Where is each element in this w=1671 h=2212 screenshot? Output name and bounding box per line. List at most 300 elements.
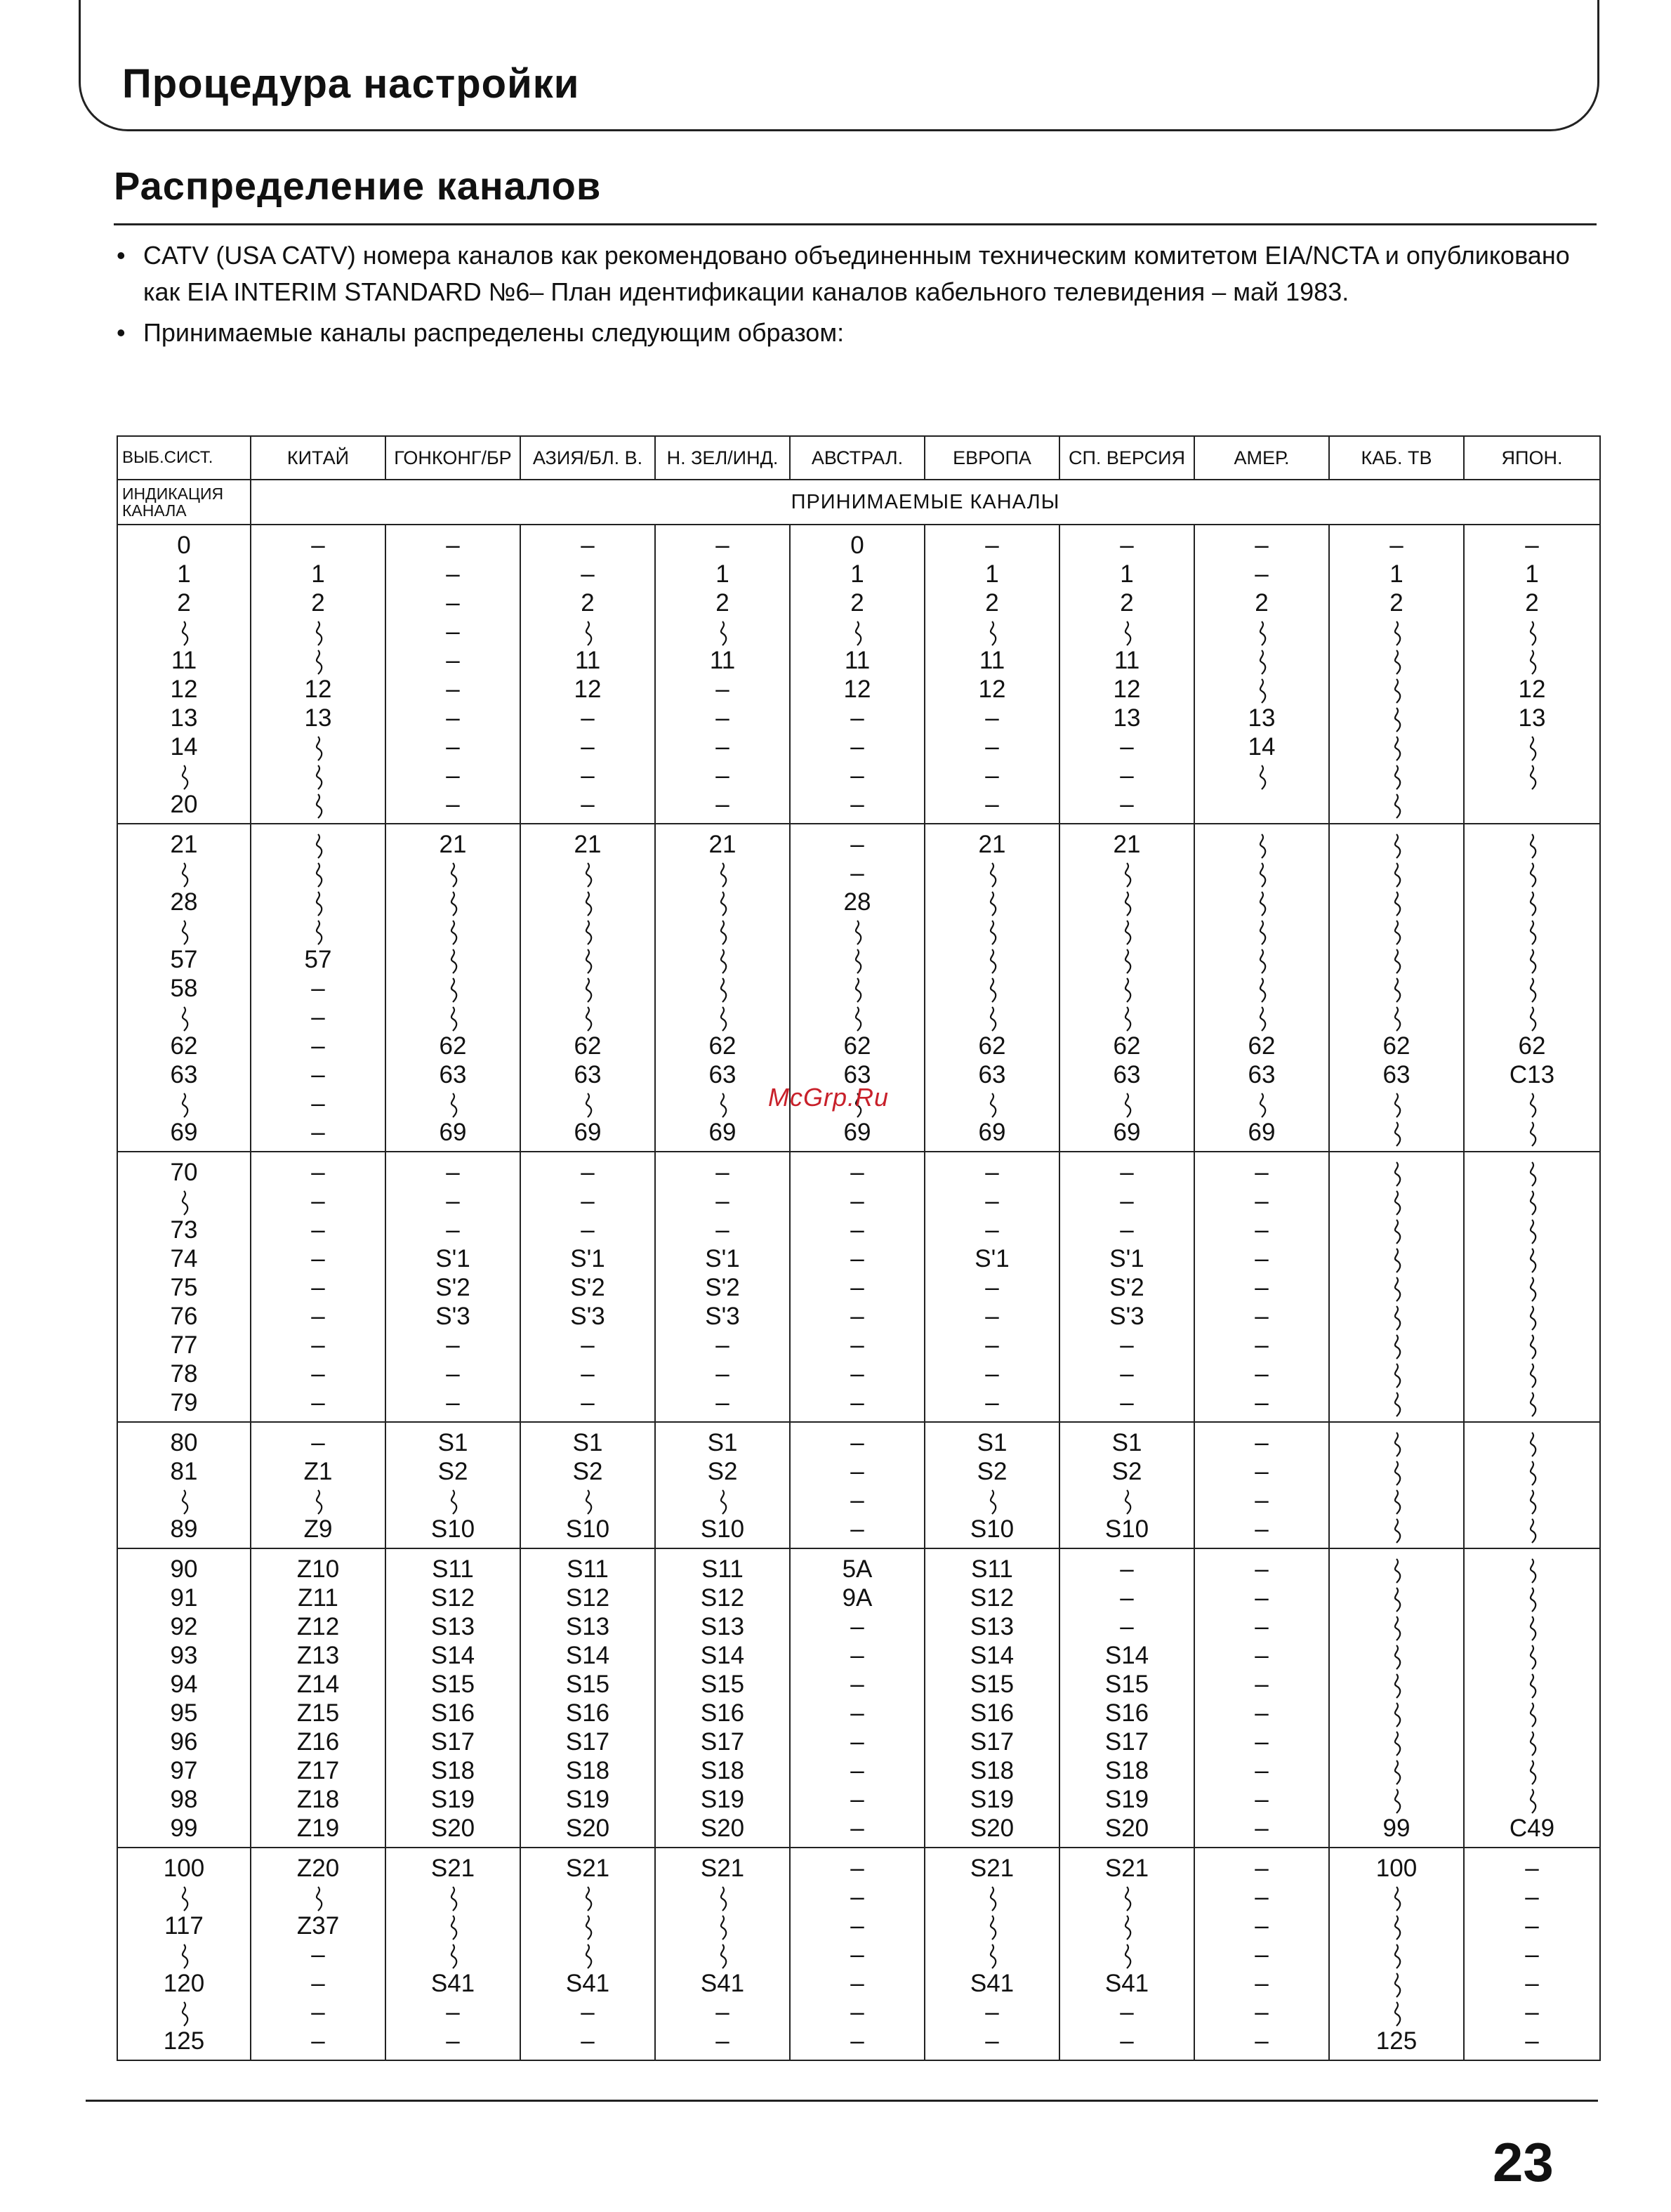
wavy-range-icon: [582, 1944, 593, 1969]
channel-cell: [655, 525, 790, 824]
channel-value: S20: [430, 1815, 475, 1842]
range-continuation: [1256, 888, 1267, 916]
range-continuation: [1526, 1273, 1538, 1302]
range-continuation: [1256, 916, 1267, 945]
wavy-range-icon: [1391, 1645, 1402, 1670]
wavy-range-icon: [1391, 834, 1402, 859]
range-continuation: [1526, 1244, 1538, 1273]
wavy-range-icon: [986, 1944, 998, 1969]
channel-value: –: [1255, 1584, 1269, 1612]
channel-value: S19: [700, 1786, 745, 1813]
channel-value: –: [581, 704, 595, 732]
wavy-range-icon: [1526, 1363, 1538, 1388]
wavy-range-icon: [1526, 1616, 1538, 1641]
channel-value: –: [715, 676, 729, 703]
wavy-range-icon: [1121, 891, 1132, 916]
channel-value: –: [1525, 1970, 1539, 1997]
channel-value: S'1: [570, 1245, 605, 1272]
channel-value: Z15: [296, 1699, 340, 1727]
channel-value: –: [1525, 1999, 1539, 2026]
channel-value: 63: [978, 1061, 1006, 1088]
range-continuation: [312, 830, 324, 859]
channel-value: S17: [430, 1728, 475, 1756]
channel-cell: [925, 824, 1059, 1152]
channel-value: 11: [709, 647, 736, 674]
channel-value: –: [1120, 1613, 1134, 1640]
wavy-range-icon: [1526, 834, 1538, 859]
wavy-range-icon: [1256, 621, 1267, 646]
channel-value: S16: [565, 1699, 610, 1727]
wavy-range-icon: [312, 794, 324, 819]
range-continuation: [312, 859, 324, 888]
channel-cell: [655, 1848, 790, 2060]
channel-value: 75: [170, 1274, 198, 1301]
range-continuation: [582, 945, 593, 974]
channel-value: Z14: [296, 1671, 340, 1698]
wavy-range-icon: [447, 1944, 458, 1969]
channel-value: –: [311, 1389, 325, 1416]
channel-value: 62: [978, 1032, 1006, 1060]
channel-cell: [1059, 525, 1194, 824]
channel-value: –: [581, 733, 595, 761]
wavy-range-icon: [1121, 1006, 1132, 1032]
channel-value: 79: [170, 1389, 198, 1416]
wavy-range-icon: [1526, 1006, 1538, 1032]
wavy-range-icon: [1391, 1616, 1402, 1641]
channel-value: –: [850, 1815, 864, 1842]
range-continuation: [1391, 1118, 1402, 1147]
channel-value: –: [850, 1883, 864, 1911]
channel-value: 125: [163, 2027, 205, 2055]
indication-header-row: [117, 480, 1600, 525]
channel-value: –: [311, 1999, 325, 2026]
channel-value: –: [850, 1515, 864, 1543]
range-continuation: [1526, 1727, 1538, 1756]
range-continuation: [852, 945, 863, 974]
channel-value: –: [715, 1187, 729, 1215]
range-continuation: [717, 617, 728, 646]
channel-value: –: [850, 1187, 864, 1215]
channel-value: 69: [1248, 1119, 1276, 1146]
range-continuation: [1526, 974, 1538, 1003]
channel-cell: [251, 525, 385, 824]
wavy-range-icon: [717, 862, 728, 888]
channel-value: –: [311, 975, 325, 1002]
wavy-range-icon: [178, 1093, 190, 1118]
channel-value: 12: [304, 676, 332, 703]
wavy-range-icon: [986, 1886, 998, 1911]
channel-value: –: [581, 1999, 595, 2026]
channel-value: 62: [574, 1032, 602, 1060]
channel-value: S1: [437, 1429, 468, 1456]
wavy-range-icon: [1256, 834, 1267, 859]
channel-value: –: [446, 1331, 460, 1359]
wavy-range-icon: [1121, 862, 1132, 888]
channel-value: –: [1120, 532, 1134, 559]
channel-value: Z10: [296, 1555, 340, 1583]
channel-value: S'3: [435, 1303, 470, 1330]
range-continuation: [447, 1883, 458, 1911]
wavy-range-icon: [717, 1915, 728, 1940]
wavy-range-icon: [1526, 1702, 1538, 1727]
channel-value: –: [581, 1159, 595, 1186]
channel-value: 97: [170, 1757, 198, 1784]
wavy-range-icon: [582, 1006, 593, 1032]
channel-value: 11: [979, 647, 1005, 674]
channel-cell: [1059, 1422, 1194, 1548]
channel-value: –: [1255, 1159, 1269, 1186]
channel-value: –: [1255, 1216, 1269, 1244]
channel-value: 1: [1120, 560, 1134, 588]
channel-value: –: [1120, 1216, 1134, 1244]
channel-value: –: [1255, 1970, 1269, 1997]
wavy-range-icon: [312, 862, 324, 888]
channel-value: 117: [164, 1912, 204, 1940]
channel-value: –: [1255, 1671, 1269, 1698]
channel-value: Z11: [298, 1584, 338, 1612]
channel-value: –: [985, 1331, 999, 1359]
channel-value: –: [1255, 1883, 1269, 1911]
channel-value: –: [1120, 1159, 1134, 1186]
range-continuation: [312, 888, 324, 916]
wavy-range-icon: [986, 1006, 998, 1032]
channel-value: 63: [1248, 1061, 1276, 1088]
channel-value: –: [311, 1245, 325, 1272]
channel-value: 62: [708, 1032, 737, 1060]
channel-value: –: [446, 2027, 460, 2055]
wavy-range-icon: [1256, 678, 1267, 704]
channel-value: –: [311, 1303, 325, 1330]
channel-value: –: [581, 791, 595, 818]
range-continuation: [1391, 1331, 1402, 1360]
wavy-range-icon: [1256, 862, 1267, 888]
channel-value: –: [850, 1487, 864, 1514]
channel-value: 62: [1518, 1032, 1546, 1060]
channel-group-row: [117, 1422, 1600, 1548]
wavy-range-icon: [1391, 1093, 1402, 1118]
range-continuation: [447, 916, 458, 945]
channel-value: 1: [715, 560, 729, 588]
channel-value: –: [446, 1159, 460, 1186]
range-continuation: [986, 1003, 998, 1032]
channel-value: 1: [1525, 560, 1539, 588]
range-continuation: [1256, 646, 1267, 675]
channel-value: 69: [439, 1119, 467, 1146]
channel-value: 63: [439, 1061, 467, 1088]
channel-value: 70: [170, 1159, 198, 1186]
range-continuation: [447, 1486, 458, 1515]
wavy-range-icon: [312, 834, 324, 859]
range-continuation: [582, 888, 593, 916]
channel-value: –: [311, 1216, 325, 1244]
wavy-range-icon: [1121, 1915, 1132, 1940]
channel-value: –: [985, 762, 999, 789]
channel-value: Z20: [296, 1855, 340, 1882]
range-continuation: [717, 1883, 728, 1911]
wavy-range-icon: [1121, 621, 1132, 646]
wavy-range-icon: [582, 920, 593, 945]
wavy-range-icon: [1391, 1461, 1402, 1486]
channel-cell: [1194, 1848, 1329, 2060]
channel-value: S41: [430, 1970, 475, 1997]
channel-value: 62: [170, 1032, 198, 1060]
channel-value: –: [850, 1613, 864, 1640]
wavy-range-icon: [852, 621, 863, 646]
channel-value: –: [581, 762, 595, 789]
column-header: АМЕР.: [1194, 436, 1329, 480]
channel-value: –: [446, 791, 460, 818]
range-continuation: [852, 974, 863, 1003]
channel-value: Z1: [303, 1458, 333, 1485]
channel-value: S2: [1111, 1458, 1142, 1485]
range-continuation: [1526, 916, 1538, 945]
channel-value: –: [850, 1941, 864, 1968]
channel-value: 12: [1113, 676, 1141, 703]
wavy-range-icon: [1391, 1973, 1402, 1998]
wavy-range-icon: [1526, 765, 1538, 790]
channel-value: 21: [439, 831, 467, 858]
channel-value: –: [1255, 1360, 1269, 1388]
channel-cell: [385, 1548, 520, 1848]
channel-value: S15: [565, 1671, 610, 1698]
channel-value: –: [1255, 532, 1269, 559]
wavy-range-icon: [1391, 1392, 1402, 1417]
channel-value: 12: [574, 676, 602, 703]
channel-value: –: [850, 762, 864, 789]
range-continuation: [1391, 1187, 1402, 1216]
channel-value: 21: [170, 831, 198, 858]
range-continuation: [312, 646, 324, 675]
channel-cell: [655, 1548, 790, 1848]
channel-value: –: [311, 1032, 325, 1060]
range-continuation: [986, 974, 998, 1003]
channel-value: –: [1255, 1389, 1269, 1416]
channel-value: S10: [430, 1515, 475, 1543]
channel-value: –: [581, 560, 595, 588]
wavy-range-icon: [986, 621, 998, 646]
range-continuation: [1391, 704, 1402, 732]
channel-value: 62: [1113, 1032, 1141, 1060]
channel-value: –: [850, 831, 864, 858]
channel-value: –: [850, 1642, 864, 1669]
channel-value: –: [850, 791, 864, 818]
channel-value: 1: [850, 560, 864, 588]
channel-cell: [925, 1548, 1059, 1848]
channel-value: –: [1525, 1883, 1539, 1911]
range-continuation: [1526, 830, 1538, 859]
range-continuation: [1526, 1612, 1538, 1641]
indication-cell: [117, 1848, 251, 2060]
range-continuation: [1391, 1641, 1402, 1670]
channel-value: –: [311, 1187, 325, 1215]
channel-value: 2: [1255, 589, 1269, 617]
column-header: КАБ. ТВ: [1329, 436, 1464, 480]
channel-value: –: [1525, 1941, 1539, 1968]
channel-value: –: [1255, 1331, 1269, 1359]
wavy-range-icon: [582, 977, 593, 1003]
channel-value: –: [850, 1728, 864, 1756]
bullet-list: [114, 237, 1595, 355]
channel-value: –: [850, 1757, 864, 1784]
channel-value: S17: [1104, 1728, 1149, 1756]
wavy-range-icon: [1391, 1886, 1402, 1911]
range-continuation: [986, 916, 998, 945]
channel-value: –: [715, 1389, 729, 1416]
range-continuation: [312, 761, 324, 790]
channel-value: S16: [1104, 1699, 1149, 1727]
wavy-range-icon: [1526, 1392, 1538, 1417]
channel-cell: [520, 1548, 655, 1848]
wavy-range-icon: [717, 977, 728, 1003]
channel-cell: [520, 1848, 655, 2060]
range-continuation: [1121, 859, 1132, 888]
wavy-range-icon: [1256, 765, 1267, 790]
channel-value: –: [311, 1360, 325, 1388]
channel-value: 69: [708, 1119, 737, 1146]
wavy-range-icon: [1391, 1248, 1402, 1273]
channel-value: S14: [565, 1642, 610, 1669]
channel-value: –: [446, 1360, 460, 1388]
channel-value: –: [985, 704, 999, 732]
wavy-range-icon: [717, 920, 728, 945]
channel-value: 2: [177, 589, 191, 617]
range-continuation: [312, 1486, 324, 1515]
channel-cell: [1464, 1152, 1600, 1422]
channel-value: –: [1525, 1855, 1539, 1882]
wavy-range-icon: [1256, 1093, 1267, 1118]
channel-cell: [1464, 824, 1600, 1152]
channel-value: S1: [572, 1429, 603, 1456]
range-continuation: [1256, 945, 1267, 974]
channel-cell: [385, 1422, 520, 1548]
channel-value: 98: [170, 1786, 198, 1813]
channel-value: S11: [701, 1555, 744, 1583]
channel-value: –: [1255, 1274, 1269, 1301]
channel-value: 91: [170, 1584, 198, 1612]
channel-value: 1: [985, 560, 999, 588]
wavy-range-icon: [1526, 862, 1538, 888]
range-continuation: [1391, 1388, 1402, 1417]
channel-value: –: [1255, 1757, 1269, 1784]
range-continuation: [1391, 1969, 1402, 1998]
channel-value: 0: [177, 532, 191, 559]
range-continuation: [1526, 945, 1538, 974]
range-continuation: [1121, 1089, 1132, 1118]
wavy-range-icon: [582, 862, 593, 888]
channel-cell: [520, 1422, 655, 1548]
range-continuation: [1391, 1457, 1402, 1486]
channel-cell: [520, 525, 655, 824]
channel-value: –: [1255, 1642, 1269, 1669]
page-section-title: Процедура настройки: [122, 61, 580, 107]
channel-value: –: [985, 1389, 999, 1416]
range-continuation: [1121, 1883, 1132, 1911]
channel-group-row: [117, 1848, 1600, 2060]
channel-cell: [925, 1422, 1059, 1548]
range-continuation: [1391, 1911, 1402, 1940]
channel-value: 92: [170, 1613, 198, 1640]
channel-value: 69: [574, 1119, 602, 1146]
channel-value: S17: [970, 1728, 1015, 1756]
range-continuation: [1256, 675, 1267, 704]
channel-value: –: [850, 1699, 864, 1727]
channel-value: S10: [700, 1515, 745, 1543]
range-continuation: [447, 945, 458, 974]
channel-value: 57: [304, 946, 332, 973]
channel-value: 77: [170, 1331, 198, 1359]
channel-value: 1: [311, 560, 325, 588]
channel-value: –: [850, 860, 864, 887]
channel-value: 57: [170, 946, 198, 973]
channel-value: S2: [707, 1458, 738, 1485]
range-continuation: [1526, 1515, 1538, 1543]
channel-value: –: [715, 1331, 729, 1359]
range-continuation: [1121, 1003, 1132, 1032]
column-header: КИТАЙ: [251, 436, 385, 480]
wavy-range-icon: [1526, 949, 1538, 974]
channel-value: –: [850, 1216, 864, 1244]
channel-value: –: [446, 733, 460, 761]
channel-value: 2: [581, 589, 595, 617]
channel-value: S12: [700, 1584, 745, 1612]
range-continuation: [1526, 1003, 1538, 1032]
channel-value: –: [1120, 1360, 1134, 1388]
wavy-range-icon: [1391, 2001, 1402, 2027]
wavy-range-icon: [1526, 1305, 1538, 1331]
wavy-range-icon: [717, 1006, 728, 1032]
range-continuation: [1391, 646, 1402, 675]
range-continuation: [1526, 761, 1538, 790]
wavy-range-icon: [1391, 1334, 1402, 1360]
range-continuation: [986, 1883, 998, 1911]
channel-value: –: [581, 532, 595, 559]
wavy-range-icon: [1121, 1489, 1132, 1515]
range-continuation: [178, 1883, 190, 1911]
channel-cell: [1059, 1152, 1194, 1422]
channel-cell: [1194, 1152, 1329, 1422]
range-continuation: [1391, 1756, 1402, 1785]
indication-cell: [117, 1548, 251, 1848]
table-body: [117, 525, 1600, 2060]
range-continuation: [1256, 761, 1267, 790]
channel-value: S17: [565, 1728, 610, 1756]
channel-value: 2: [985, 589, 999, 617]
channel-cell: [1329, 1848, 1464, 2060]
wavy-range-icon: [312, 1489, 324, 1515]
range-continuation: [986, 945, 998, 974]
range-continuation: [1526, 732, 1538, 761]
channel-value: –: [1120, 762, 1134, 789]
channel-value: S11: [567, 1555, 609, 1583]
channel-value: 13: [1113, 704, 1141, 732]
channel-value: –: [1255, 1855, 1269, 1882]
channel-value: –: [850, 1786, 864, 1813]
channel-value: S'2: [570, 1274, 605, 1301]
wavy-range-icon: [447, 920, 458, 945]
range-continuation: [717, 859, 728, 888]
wavy-range-icon: [1391, 862, 1402, 888]
channel-value: –: [850, 733, 864, 761]
wavy-range-icon: [582, 1886, 593, 1911]
wavy-range-icon: [1526, 1432, 1538, 1457]
channel-value: –: [985, 733, 999, 761]
range-continuation: [447, 859, 458, 888]
wavy-range-icon: [986, 891, 998, 916]
channel-value: S41: [1104, 1970, 1149, 1997]
channel-value: –: [1120, 1999, 1134, 2026]
wavy-range-icon: [852, 977, 863, 1003]
range-continuation: [1526, 646, 1538, 675]
